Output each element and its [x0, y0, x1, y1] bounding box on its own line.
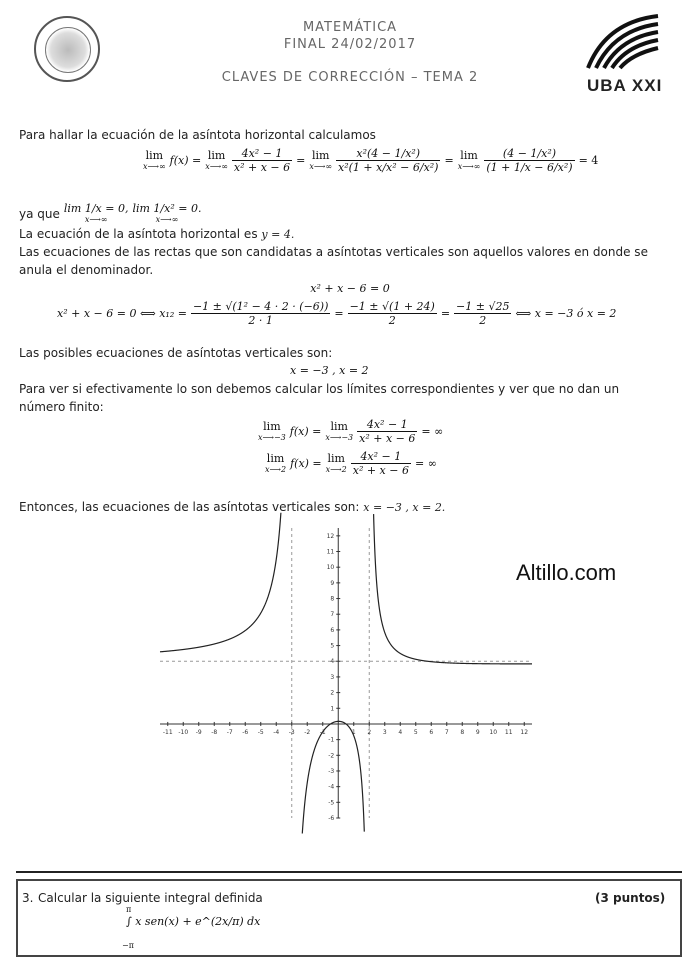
paragraph-vertical-candidates: Las ecuaciones de las rectas que son candidatas a asíntotas verticales son aquellos valores en donde se: [19, 245, 648, 259]
paragraph-verify-limits: Para ver si efectivamente lo son debemos calcular los límites correspondientes y ver que no dan un: [19, 382, 620, 396]
integral-lower-limit: −π: [122, 941, 134, 950]
x-tick-label: -10: [178, 728, 189, 736]
x-tick-label: -1: [319, 728, 326, 736]
y-tick-label: 9: [330, 579, 335, 587]
question-points: (3 puntos): [595, 891, 666, 905]
quadratic-solution: x² + x − 6 = 0 ⟺ x₁₂ = $\frac{\text{−1 ± √(1² − 4 · 2 · (−6))}}{2 \cdot 1}$ = $\frac{-1 \pm √(1 + 24)}{2}$ = $\frac{-1 \pm √25}{2}$ ⟺ x = −3 ó x = 2: [57, 300, 617, 327]
y-tick-label: 10: [326, 564, 335, 572]
uba-xxi-logo-text: UBA XXI: [587, 76, 663, 95]
exam-date: FINAL 24/02/2017: [283, 37, 417, 52]
question-box: [16, 879, 682, 957]
y-tick-label: 7: [330, 611, 335, 619]
x-tick-label: -9: [195, 728, 202, 736]
y-tick-label: -6: [328, 815, 335, 822]
correction-keys-title: CLAVES DE CORRECCIÓN – TEMA 2: [221, 70, 479, 85]
y-tick-label: 4: [330, 658, 335, 666]
y-tick-label: 8: [330, 595, 335, 603]
x-tick-label: -8: [211, 728, 218, 736]
integral-upper-limit: π: [126, 905, 132, 914]
x-tick-label: -2: [304, 728, 311, 736]
asymptote-candidates: x = −3 , x = 2: [290, 364, 369, 377]
paragraph-possible-asymptotes: Las posibles ecuaciones de asíntotas verticales son:: [19, 346, 333, 360]
y-tick-label: -4: [328, 783, 335, 791]
y-tick-label: 5: [330, 642, 335, 650]
y-tick-label: -1: [328, 736, 335, 744]
x-tick-label: 3: [382, 728, 387, 736]
horizontal-asymptote-result: La ecuación de la asíntota horizontal es y = 4.: [19, 227, 295, 241]
x-tick-label: 1: [351, 728, 356, 736]
watermark: Altillo.com: [516, 560, 617, 585]
function-graph: [160, 528, 532, 822]
x-tick-label: 7: [444, 728, 449, 736]
y-tick-label: 1: [330, 705, 335, 713]
y-tick-label: -2: [328, 752, 335, 760]
uba-xxi-logo-mark: [584, 12, 662, 72]
y-tick-label: -5: [328, 799, 335, 807]
x-tick-label: 4: [398, 728, 403, 736]
integral-expression: ∫ x sen(x) + e^(2x/π) dx: [126, 915, 261, 928]
y-tick-label: 2: [330, 689, 335, 697]
x-tick-label: -5: [257, 728, 264, 736]
x-tick-label: 12: [520, 728, 529, 736]
x-tick-label: 2: [367, 728, 372, 736]
curve-left-branch: [160, 513, 281, 652]
x-tick-label: 5: [413, 728, 418, 736]
paragraph-vertical-candidates-2: anula el denominador.: [19, 263, 154, 277]
curve-right-branch: [374, 514, 532, 664]
paragraph-verify-limits-2: número finito:: [19, 400, 104, 414]
x-tick-label: 8: [460, 728, 465, 736]
y-tick-label: 3: [330, 673, 335, 681]
x-tick-label: 11: [504, 728, 513, 736]
horizontal-limit-equation: lim x⟶∞ f(x) = lim x⟶∞ $\frac{\text{4x² − 1}}{\text{x² + x − 6}}$ = lim x⟶∞ $\frac{\text{x²(4 − 1/x²)}}{\text{x²(1 + x/x² − 6/x²)}}$ = lim x⟶∞ $\frac{\text{(4 − 1/x²)}}{\text{(1 + 1/x − 6/x²)}}$ = 4: [143, 147, 599, 174]
x-tick-label: -3: [288, 728, 295, 736]
limit-minus-three: lim x⟶−3 f(x) = lim x⟶−3 $\frac{\text{4x² − 1}}{\text{x² + x − 6}}$ = ∞: [258, 418, 444, 445]
subject-title: MATEMÁTICA: [302, 20, 398, 35]
question-text: Calcular la siguiente integral definida: [38, 891, 263, 905]
question-number: 3.: [22, 891, 34, 905]
x-tick-label: 9: [475, 728, 480, 736]
quadratic-equation: x² + x − 6 = 0: [310, 282, 390, 295]
y-tick-label: 12: [326, 532, 335, 540]
y-tick-label: 6: [330, 626, 335, 634]
limit-two: lim x⟶2 f(x) = lim x⟶2 $\frac{\text{4x² − 1}}{\text{x² + x − 6}}$ = ∞: [265, 450, 437, 477]
vertical-asymptotes-conclusion: Entonces, las ecuaciones de las asíntotas verticales son: x = −3 , x = 2.: [19, 500, 446, 514]
y-tick-label: 11: [326, 548, 335, 556]
paragraph-horizontal-asymptote: Para hallar la ecuación de la asíntota horizontal calculamos: [19, 128, 376, 142]
x-tick-label: -7: [226, 728, 233, 736]
x-tick-label: -6: [242, 728, 249, 736]
y-tick-label: -3: [328, 767, 335, 775]
x-tick-label: 10: [489, 728, 498, 736]
x-tick-label: 6: [429, 728, 434, 736]
x-tick-label: -11: [162, 728, 173, 736]
section-divider: [16, 871, 682, 873]
ya-que-line: ya que lim 1/x = 0, x⟶∞ lim 1/x² = 0. x⟶∞: [19, 202, 202, 224]
x-tick-label: -4: [273, 728, 280, 736]
